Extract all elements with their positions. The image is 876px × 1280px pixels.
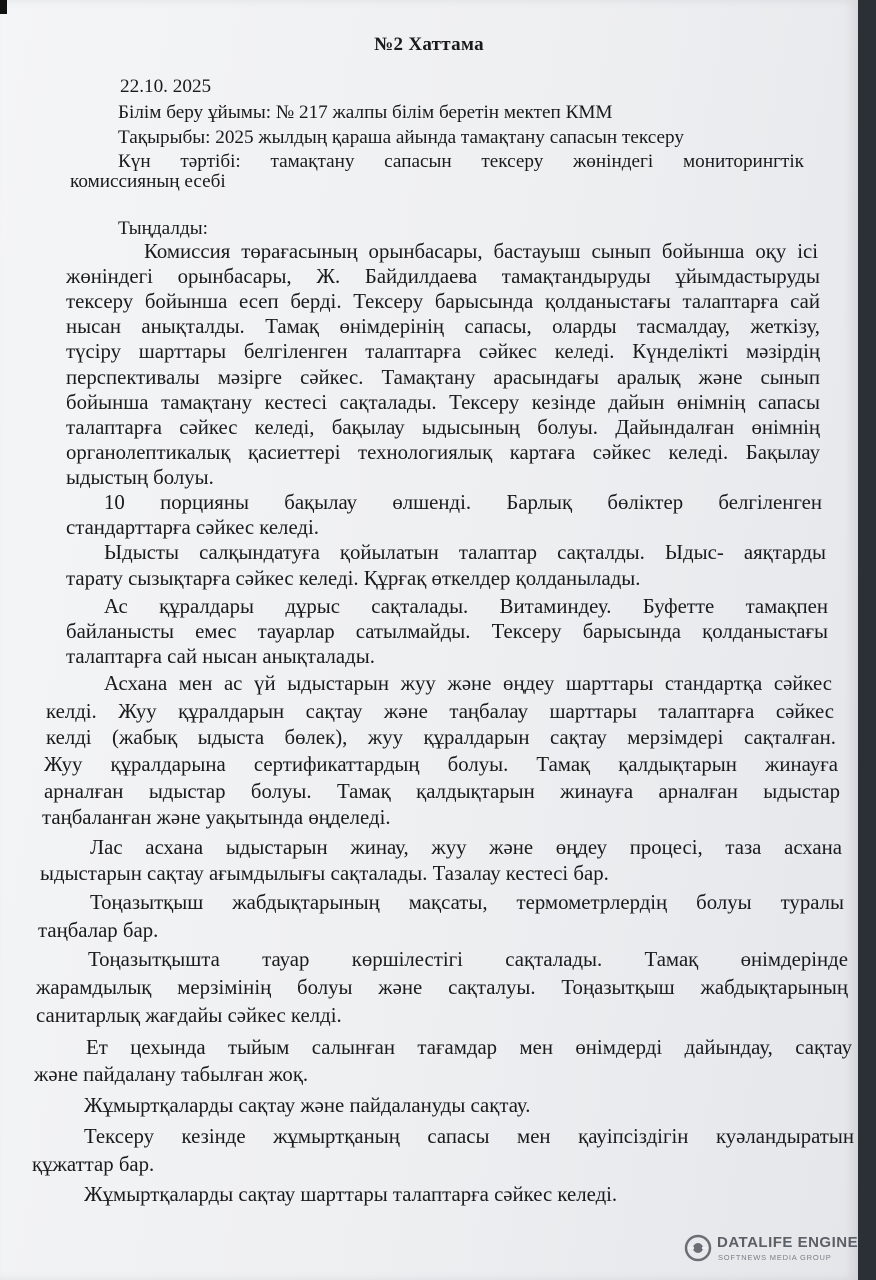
- body-line: тексеру бойынша есеп берді. Тексеру барысында қолданыстағы талаптарға сай: [66, 292, 820, 313]
- body-line: түсіру шарттары белгіленген талаптарға сәйкес келеді. Күнделікті мәзірдің: [66, 342, 820, 363]
- document-title: №2 Хаттама: [374, 34, 484, 55]
- body-line: стандарттарға сәйкес келеді.: [66, 516, 319, 539]
- body-line: жөніндегі орынбасары, Ж. Байдилдаева тамақтандыруды ұйымдастыруды: [66, 267, 820, 288]
- watermark: [684, 1232, 859, 1266]
- body-line: Асхана мен ас үй ыдыстарын жуу және өңдеу шарттары стандартқа сәйкес: [104, 674, 832, 695]
- document-date: 22.10. 2025: [120, 76, 212, 97]
- body-line: таңбаланған және уақытында өңделеді.: [42, 806, 391, 829]
- body-line: бойынша тамақтану кестесі сақталады. Тексеру кезінде дайын өнімнің сапасы: [66, 393, 820, 414]
- body-line: таңбалар бар.: [38, 919, 159, 942]
- body-line: Тоңазытқыш жабдықтарының мақсаты, термометрлердің болуы туралы: [90, 893, 844, 914]
- body-line: ыдыстың болуы.: [66, 466, 214, 489]
- body-line: 10 порцияны бақылау өлшенді. Барлық бөліктер белгіленген: [104, 493, 822, 514]
- body-line: санитарлық жағдайы сәйкес келді.: [36, 1004, 342, 1027]
- body-line: Жұмыртқаларды сақтау және пайдалануды сақтау.: [84, 1094, 531, 1117]
- body-line: ыдыстарын сақтау ағымдылығы сақталады. Тазалау кестесі бар.: [40, 862, 609, 885]
- body-line: талаптарға сай нысан анықталады.: [66, 645, 375, 668]
- body-line: перспективалы мәзірге сәйкес. Тамақтану арасындағы аралық және сынып: [66, 368, 820, 389]
- body-line: нысан анықталды. Тамақ өнімдерінің сапасы, оларды тасмалдау, жеткізу,: [66, 317, 820, 338]
- body-line: байланысты емес тауарлар сатылмайды. Тексеру барысында қолданыстағы: [66, 622, 828, 643]
- body-line: Тоңазытқышта тауар көршілестігі сақталады. Тамақ өнімдерінде: [88, 950, 848, 971]
- body-line: Комиссия төрағасының орынбасары, бастауыш сынып бойынша оқу ісі: [144, 242, 818, 263]
- body-line: тарату сызықтарға сәйкес келеді. Құрғақ өткелдер қолданылады.: [66, 567, 641, 590]
- organization-line: Білім беру ұйымы: № 217 жалпы білім беретін мектеп КММ: [118, 102, 613, 123]
- body-line: Ас құралдары дұрыс сақталады. Витаминдеу. Буфетте тамақпен: [104, 597, 828, 618]
- body-line: арналған ыдыстар болуы. Тамақ қалдықтарын жинауға арналған ыдыстар: [44, 782, 840, 803]
- body-line: келді. Жуу құралдарын сақтау және таңбалау шарттары талаптарға сәйкес: [46, 702, 834, 723]
- body-line: Жұмыртқаларды сақтау шарттары талаптарға сәйкес келеді.: [84, 1183, 618, 1206]
- body-line: келді (жабық ыдыста бөлек), жуу құралдарын сақтау мерзімдері сақталған.: [46, 728, 836, 749]
- body-line: Лас асхана ыдыстарын жинау, жуу және өңдеу процесі, таза асхана: [90, 838, 842, 859]
- heard-label: Тыңдалды:: [118, 218, 208, 239]
- body-line: талаптарға сәйкес келеді, бақылау ыдысының болуы. Дайындалған өнімнің: [66, 418, 820, 439]
- body-line: Ыдысты салқындатуға қойылатын талаптар сақталды. Ыдыс- аяқтарды: [104, 543, 826, 564]
- datalife-engine-logo-icon: [684, 1234, 712, 1262]
- agenda-line: Күн тәртібі: тамақтану сапасын тексеру жөніндегі мониторингтік: [118, 152, 804, 172]
- body-line: Тексеру кезінде жұмыртқаның сапасы мен қауіпсіздігін куәландыратын: [84, 1127, 854, 1148]
- watermark-subtitle: SOFTNEWS MEDIA GROUP: [718, 1253, 832, 1262]
- topic-line: Тақырыбы: 2025 жылдың қараша айында тамақтану сапасын тексеру: [118, 127, 684, 148]
- body-line: және пайдалану табылған жоқ.: [34, 1063, 309, 1086]
- body-line: жарамдылық мерзімінің болуы және сақталуы. Тоңазытқыш жабдықтарының: [36, 978, 848, 999]
- body-line: Ет цехында тыйым салынған тағамдар мен өнімдерді дайындау, сақтау: [86, 1038, 852, 1059]
- body-line: құжаттар бар.: [32, 1153, 155, 1176]
- watermark-title: DATALIFE ENGINE: [717, 1234, 859, 1251]
- body-line: Жуу құралдарына сертификаттардың болуы. Тамақ қалдықтарын жинауға: [44, 755, 838, 776]
- body-line: органолептикалық қасиеттері технологиялық картаға сәйкес келеді. Бақылау: [66, 443, 820, 464]
- agenda-line: комиссияның есебі: [70, 171, 226, 192]
